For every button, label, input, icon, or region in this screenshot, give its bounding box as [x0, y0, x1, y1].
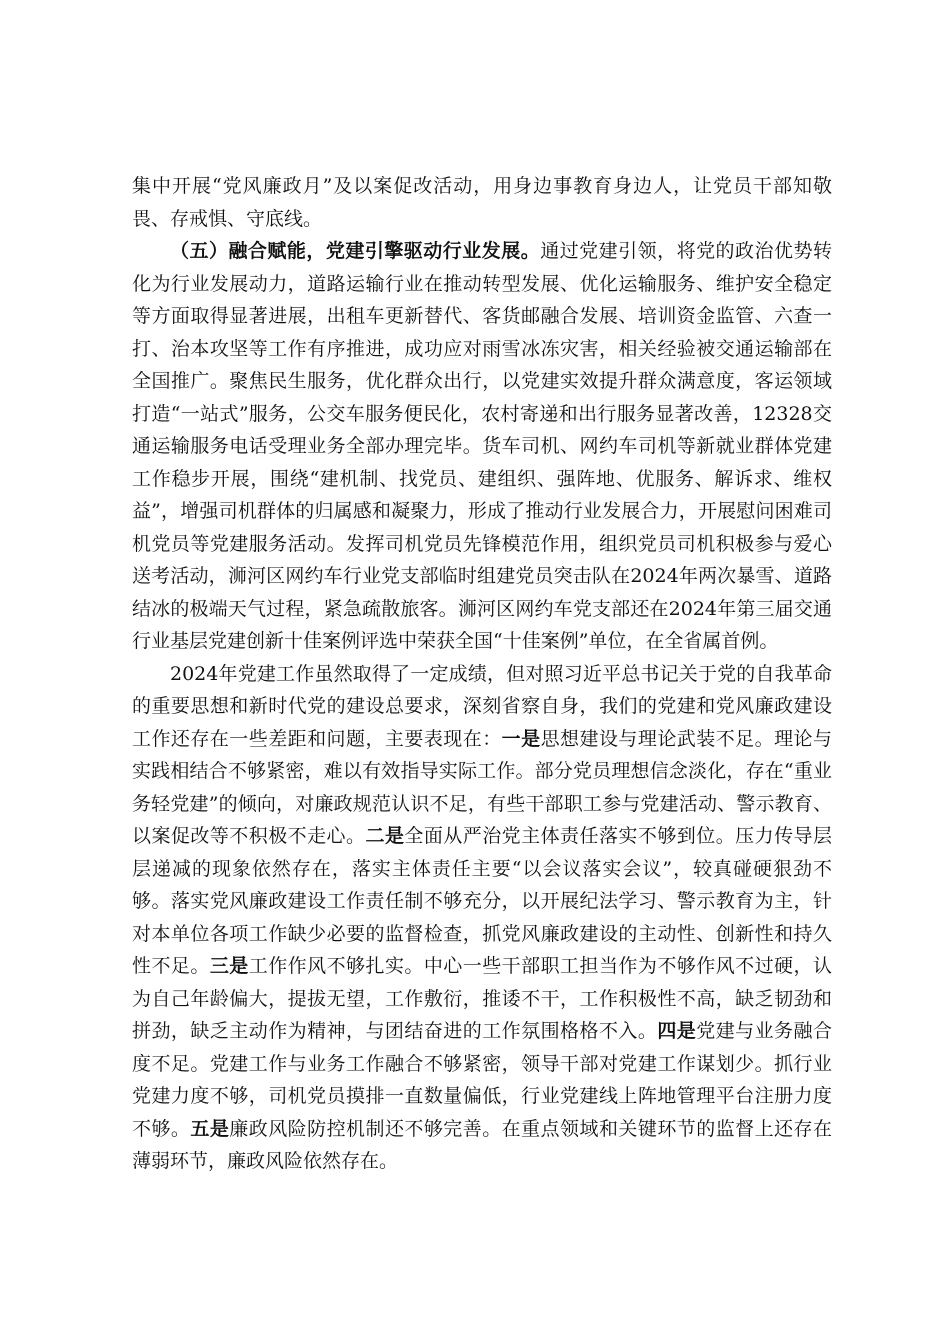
section-heading: （五）融合赋能，党建引擎驱动行业发展。	[170, 240, 541, 262]
issue-2-text: 全面从严治党主体责任落实不够到位。压力传导层层递减的现象依然存在，落实主体责任主要“以会议落实会议”，较真碰硬狠劲不够。落实党风廉政建设工作责任制不够充分，以开展纪法学习、警示教育为主，针对本单位各项工作缺少必要的监督检查，抓党风廉政建设的主动性、创新性和持久性不足。	[132, 825, 832, 977]
paragraph-3	[132, 658, 832, 1178]
issue-4-text: 党建与业务融合度不足。党建工作与业务工作融合不够紧密，领导干部对党建工作谋划少。抓行业党建力度不够，司机党员摸排一直数量偏低，行业党建线上阵地管理平台注册力度不够。	[132, 1020, 832, 1140]
paragraph-1	[132, 170, 832, 235]
paragraph-3-intro: 2024年党建工作虽然取得了一定成绩，但对照习近平总书记关于党的自我革命的重要思想和新时代党的建设总要求，深刻省察自身，我们的党建和党风廉政建设工作还存在一些差距和问题，主要表现在：	[132, 662, 832, 750]
document-body	[132, 170, 832, 1178]
issue-3-text: 工作作风不够扎实。中心一些干部职工担当作为不够作风不过硬，认为自己年龄偏大，提拔无望，工作敷衍，推诿不干，工作积极性不高，缺乏韧劲和拼劲，缺乏主动作为精神，与团结奋进的工作氛围格格不入。	[132, 955, 832, 1042]
keyword-5: 五是	[190, 1117, 230, 1140]
keyword-3: 三是	[209, 955, 249, 977]
issue-1-text: 思想建设与理论武装不足。理论与实践相结合不够紧密，难以有效指导实际工作。部分党员理想信念淡化，存在“重业务轻党建”的倾向，对廉政规范认识不足，有些干部职工参与党建活动、警示教育、以案促改等不积极不走心。	[132, 727, 832, 847]
keyword-2: 二是	[365, 825, 405, 847]
issue-5-text: 廉政风险防控机制还不够完善。在重点领域和关键环节的监督上还存在薄弱环节，廉政风险依然存在。	[132, 1117, 832, 1172]
paragraph-2-text: 通过党建引领，将党的政治优势转化为行业发展动力，道路运输行业在推动转型发展、优化运输服务、维护安全稳定等方面取得显著进展，出租车更新替代、客货邮融合发展、培训资金监管、六查一打、治本攻坚等工作有序推进，成功应对雨雪冰冻灾害，相关经验被交通运输部在全国推广。聚焦民生服务，优化群众出行，以党建实效提升群众满意度，客运领域打造“一站式”服务，公交车服务便民化，农村寄递和出行服务显著改善，12328交通运输服务电话受理业务全部办理完毕。货车司机、网约车司机等新就业群体党建工作稳步开展，围绕“建机制、找党员、建组织、强阵地、优服务、解诉求、维权益”，增强司机群体的归属感和凝聚力，形成了推动行业发展合力，开展慰问困难司机党员等党建服务活动。发挥司机党员先锋模范作用，组织党员司机积极参与爱心送考活动，浉河区网约车行业党支部临时组建党员突击队在2024年两次暴雪、道路结冰的极端天气过程，紧急疏散旅客。浉河区网约车党支部还在2024年第三届交通行业基层党建创新十佳案例评选中荣获全国“十佳案例”单位，在全省属首例。	[132, 240, 832, 652]
paragraph-1-text: 集中开展“党风廉政月”及以案促改活动，用身边事教育身边人，让党员干部知敬畏、存戒惧、守底线。	[132, 175, 832, 230]
keyword-4: 四是	[657, 1020, 697, 1042]
keyword-1: 一是	[501, 727, 541, 750]
paragraph-2	[132, 235, 832, 658]
